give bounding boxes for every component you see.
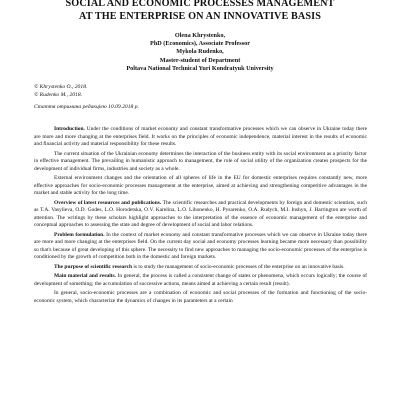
text-main-material: In general, the process is called a consistent change of states or phenomena, which occurs logically; the course of development of something; the accumulation of successive actions, means aimed at achieving a certain result (result). [34,273,367,287]
paragraph-main-material [34,273,367,288]
paragraph-purpose [34,264,367,272]
paragraph-socio-economic: In general, socio-economic processes are a combination of economic and social processes of the formation and functioning of the socio-economic system, which characterize the dynamics of changes in its parameters at a certain [34,290,367,304]
received-date: Стаття отримана редакцією 10.09.2018 р. [34,104,139,110]
author-affiliation: Poltava National Technical Yuri Kondratyuk University [126,64,274,72]
article-title-line-2: AT THE ENTERPRISE ON AN INNOVATIVE BASIS [79,11,321,22]
paragraph-overview [34,200,367,230]
author-degree-1: PhD (Economics), Associate Professor [150,40,250,48]
text-introduction: Under the conditions of market economy and constant transformative processes which we can observe in Ukraine today there are more and more changing at the enterprises field. It works on the principles of economic independence, material interest in the results of economic and financial activity and material responsibility for these results. [34,126,367,148]
copyright-notice [34,84,87,99]
heading-overview: Overview of latest resources and publications. [54,199,162,206]
paragraph-problem [34,232,367,262]
author-name-2: Mykola Rudenko, [176,48,224,56]
heading-main-material: Main material and results. [54,273,117,280]
text-purpose: is to study the management of socio-economic processes of the enterprise on an innovative basis. [132,263,345,270]
paragraph-introduction [34,126,367,149]
article-title-line-1: SOCIAL AND ECONOMIC PROCESSES MANAGEMENT [65,0,335,9]
author-block [0,32,400,73]
author-name-1: Olena Khrystenko, [174,32,226,39]
text-overview: The scientific researches and practical developments by foreign and domestic scientists, such as T.A. Vasylieva, O.D. Godes, L.O. Horodetska, O.V. Karelina, L.O. Lihonenko, H. Pysarenko, O.A. Rudych, M.I. Inshyn, J. Harrington are worth of attention. The writings by these scholars highlight approaches to the interpretation of the essence of economic management of the enterprise and conceptual approaches to assessing the state and degree of development of social and labor relations. [34,199,367,229]
paragraph-external-environment: External environment changes and the orientation of all spheres of life in the EU for domestic enterprises requires constantly new, more effective approaches for socio-economic processes management at the enterprise, aimed at achieving and strengthening competitive advantages in the market and stable activity for the long time. [34,175,367,197]
copyright-line-1: © Khrystenko O., 2018. [34,84,88,90]
heading-purpose: The purpose of scientific research [54,263,133,270]
author-degree-2: Master-student of Department [159,56,241,64]
heading-introduction: Introduction. [54,126,85,132]
article-body [34,126,367,307]
heading-problem: Problem formulation. [54,231,105,238]
copyright-line-2: © Rudenko M., 2018. [34,91,83,98]
text-problem: In the context of market economy and constant transformative processes which we can observe in Ukraine today there are more and more changing at the enterprises field. On the current day social and economy processes learning became more necessary than possibility so that's because of great developing of this sphere. The necessity to find new approaches to managing the socio-economic processes of the enterprise is conditioned by the growth of competition both in the domestic and foreign markets. [34,231,367,261]
paragraph-current-situation: The current situation of the Ukrainian economy determines the interaction of the business entity with its social environment as a priority factor in effective management. The prevailing in humanistic approach to management, the role of social utility of the organization creates prospects for the development of individual firms, industries and society as a whole. [34,150,367,172]
